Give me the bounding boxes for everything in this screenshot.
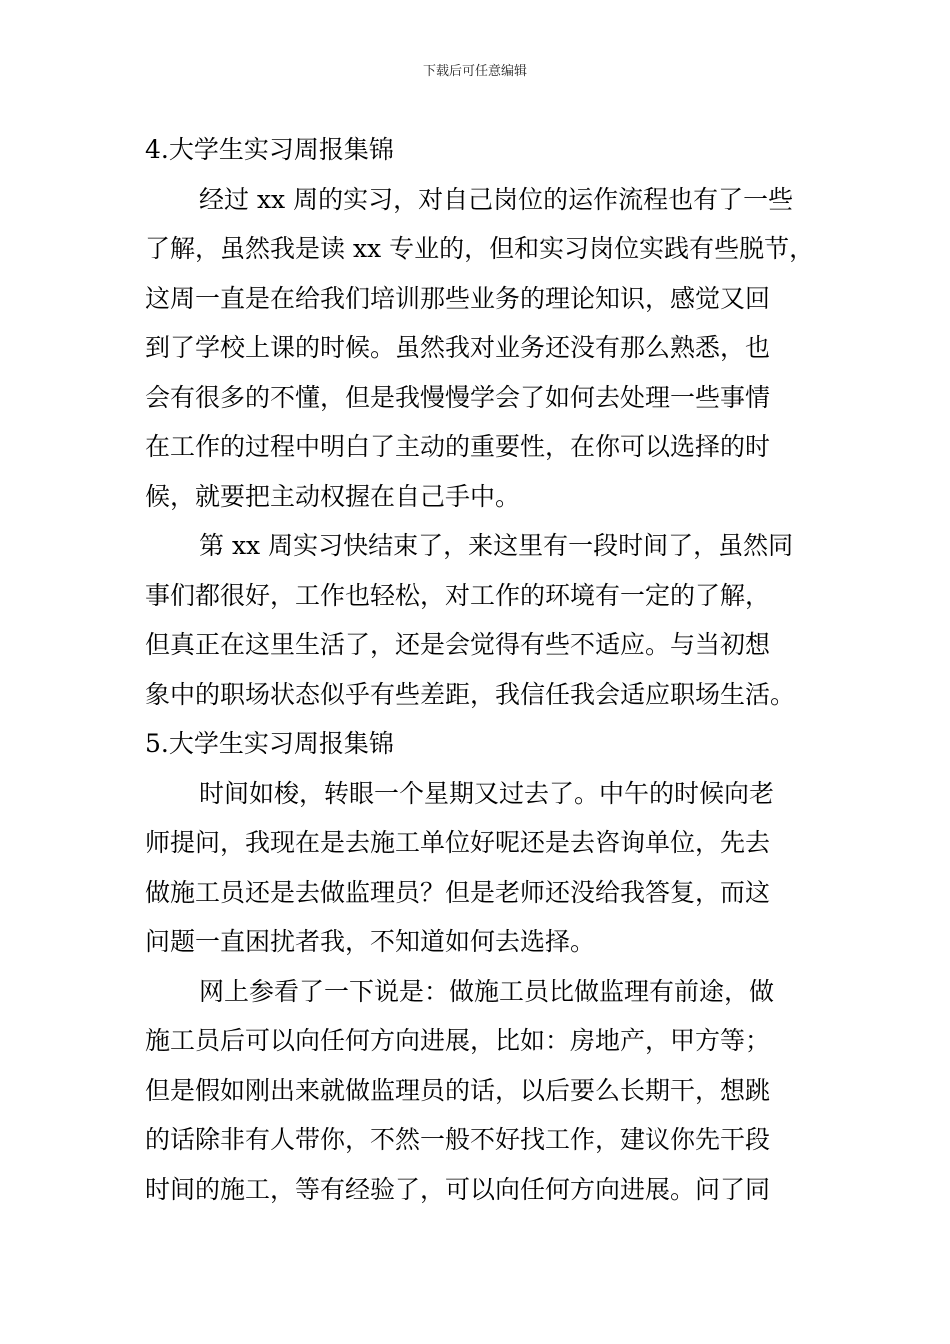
paragraph-line: 候，就要把主动权握在自己手中。: [145, 481, 521, 511]
paragraph-line: 第 xx 周实习快结束了，来这里有一段时间了，虽然同: [199, 531, 794, 560]
paragraph-line: 象中的职场状态似乎有些差距，我信任我会适应职场生活。: [145, 679, 796, 709]
page-header: 下载后可任意编辑: [422, 64, 527, 79]
paragraph-line: 到了学校上课的时候。虽然我对业务还没有那么熟悉，也: [145, 333, 771, 362]
paragraph-line: 网上参看了一下说是：做施工员比做监理有前途，做: [199, 976, 775, 1006]
paragraph-line: 的话除非有人带你，不然一般不好找工作，建议你先干段: [145, 1125, 771, 1154]
paragraph-line: 做施工员还是去做监理员？但是老师还没给我答复，而这: [145, 877, 771, 907]
paragraph-line: 时间的施工，等有经验了，可以向任何方向进展。问了同: [145, 1174, 771, 1204]
section-heading: 4.大学生实习周报集锦: [145, 135, 394, 164]
paragraph-line: 会有很多的不懂，但是我慢慢学会了如何去处理一些事情: [145, 382, 771, 412]
paragraph-line: 但真正在这里生活了，还是会觉得有些不适应。与当初想: [145, 630, 771, 659]
paragraph-line: 施工员后可以向任何方向进展，比如：房地产，甲方等；: [145, 1026, 771, 1055]
paragraph-line: 这周一直是在给我们培训那些业务的理论知识，感觉又回: [145, 283, 771, 313]
paragraph-line: 在工作的过程中明白了主动的重要性，在你可以选择的时: [145, 432, 771, 461]
document-body: [145, 125, 825, 1214]
paragraph-line: 了解，虽然我是读 xx 专业的，但和实习岗位实践有些脱节，: [145, 234, 815, 263]
paragraph-line: 问题一直困扰者我，不知道如何去选择。: [145, 927, 596, 956]
paragraph-line: 师提问，我现在是去施工单位好呢还是去咨询单位，先去: [145, 828, 771, 857]
paragraph-line: 事们都很好，工作也轻松，对工作的环境有一定的了解，: [145, 580, 771, 610]
paragraph-line: 时间如梭，转眼一个星期又过去了。中午的时候向老: [199, 778, 775, 808]
paragraph-line: 但是假如刚出来就做监理员的话，以后要么长期干，想跳: [145, 1075, 771, 1105]
section-heading: 5.大学生实习周报集锦: [145, 729, 394, 758]
paragraph-line: 经过 xx 周的实习，对自己岗位的运作流程也有了一些: [199, 184, 794, 214]
